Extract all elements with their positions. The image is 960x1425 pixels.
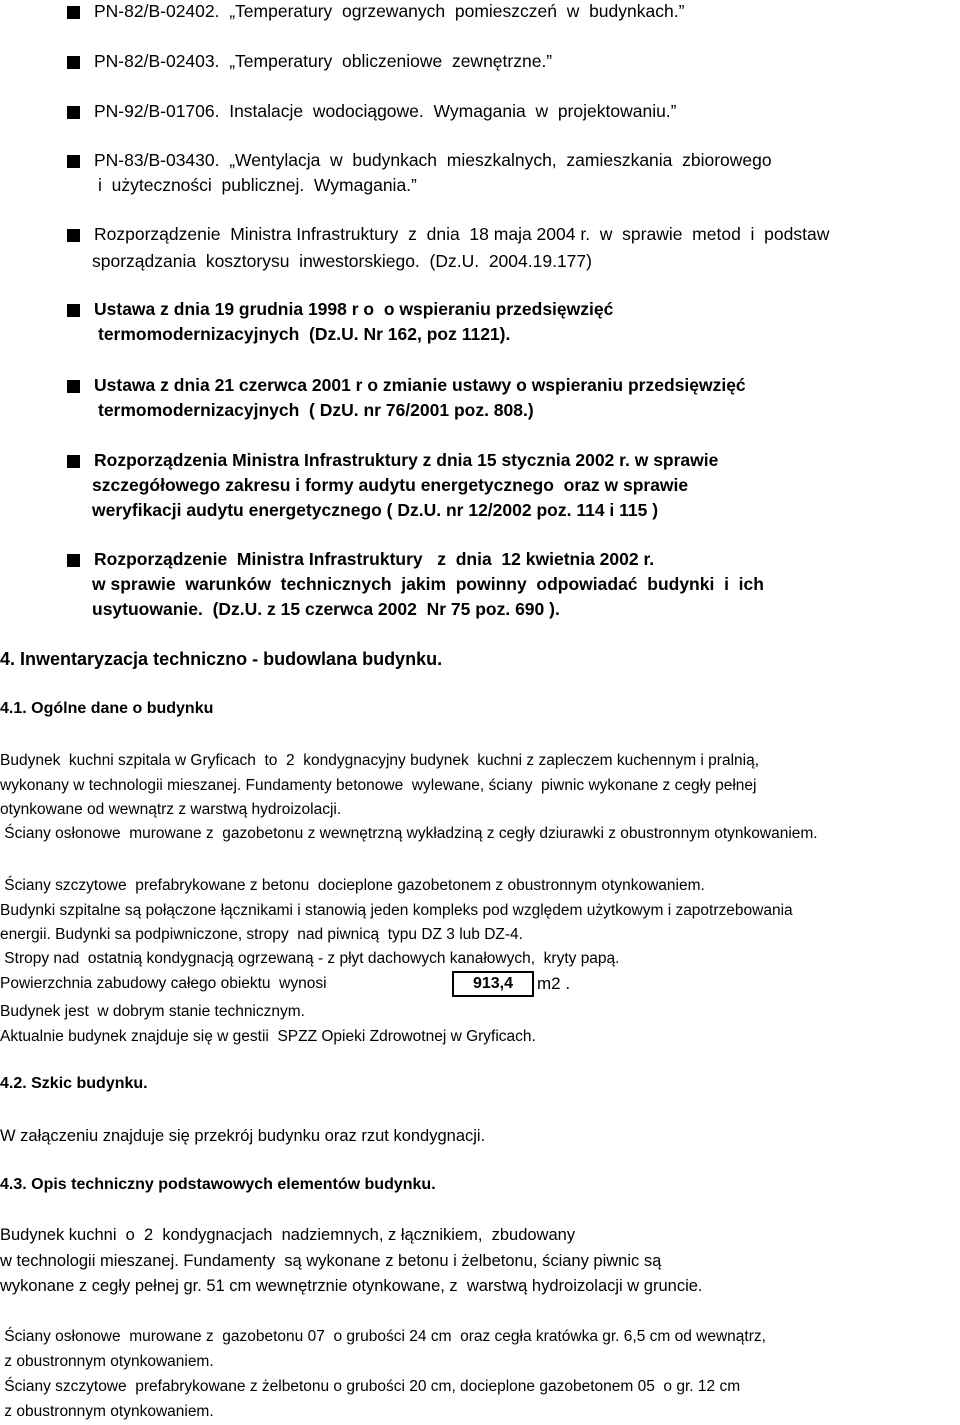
section-4-heading: 4. Inwentaryzacja techniczno - budowlana budynku. (0, 649, 443, 669)
bullet-line: termomodernizacyjnych ( DzU. nr 76/2001 poz. 808.) (98, 400, 534, 420)
bullet-line: i użyteczności publicznej. Wymagania.” (98, 175, 417, 195)
bullet-line: PN-82/B-02402. „Temperatury ogrzewanych pomieszczeń w budynkach.” (94, 1, 685, 21)
bullet-line: weryfikacji audytu energetycznego ( Dz.U. nr 12/2002 poz. 114 i 115 ) (92, 500, 659, 520)
paragraph-line: otynkowane od wewnątrz z warstwą hydroizolacji. (0, 801, 342, 818)
bullet-square (67, 455, 80, 468)
paragraph-line: Ściany osłonowe murowane z gazobetonu z wewnętrzną wykładziną z cegły dziurawki z obustronnym otynkowaniem. (0, 825, 818, 842)
building-area-value-box: 913,4 (452, 971, 534, 997)
bullet-line: PN-82/B-02403. „Temperatury obliczeniowe zewnętrzne.” (94, 51, 553, 71)
section-4-1-heading: 4.1. Ogólne dane o budynku (0, 700, 214, 717)
bullet-line: szczegółowego zakresu i formy audytu energetycznego oraz w sprawie (92, 475, 689, 495)
bullet-line: Rozporządzenie Ministra Infrastruktury z dnia 18 maja 2004 r. w sprawie metod i podstaw (94, 224, 830, 244)
bullet-line: Ustawa z dnia 21 czerwca 2001 r o zmianie ustawy o wspieraniu przedsięwzięć (94, 375, 746, 395)
building-area-unit: m2 . (537, 974, 571, 993)
bullet-square (67, 106, 80, 119)
section-4-2-heading: 4.2. Szkic budynku. (0, 1075, 148, 1092)
paragraph-line: z obustronnym otynkowaniem. (0, 1353, 214, 1370)
bullet-line: termomodernizacyjnych (Dz.U. Nr 162, poz 1121). (98, 324, 511, 344)
paragraph-line: energii. Budynki sa podpiwniczone, stropy nad piwnicą typu DZ 3 lub DZ-4. (0, 926, 523, 943)
bullet-line: PN-83/B-03430. „Wentylacja w budynkach mieszkalnych, zamieszkania zbiorowego (94, 150, 772, 170)
bullet-square (67, 229, 80, 242)
bullet-line: Rozporządzenie Ministra Infrastruktury z dnia 12 kwietnia 2002 r. (94, 549, 655, 569)
section-4-3-heading: 4.3. Opis techniczny podstawowych elementów budynku. (0, 1176, 436, 1193)
bullet-line: w sprawie warunków technicznych jakim powinny odpowiadać budynki i ich (92, 574, 764, 594)
paragraph-line: z obustronnym otynkowaniem. (0, 1403, 214, 1420)
bullet-line: usytuowanie. (Dz.U. z 15 czerwca 2002 Nr 75 poz. 690 ). (92, 599, 560, 619)
bullet-line: sporządzania kosztorysu inwestorskiego. (Dz.U. 2004.19.177) (92, 251, 592, 271)
paragraph-line: Ściany szczytowe prefabrykowane z betonu docieplone gazobetonem z obustronnym otynkowaniem. (0, 877, 705, 894)
paragraph-line: Budynek kuchni szpitala w Gryficach to 2 kondygnacyjny budynek kuchni z zapleczem kuchennym i pralnią, (0, 752, 760, 769)
bullet-line: PN-92/B-01706. Instalacje wodociągowe. Wymagania w projektowaniu.” (94, 101, 677, 121)
paragraph-line: Budynek jest w dobrym stanie technicznym. (0, 1003, 305, 1020)
bullet-line: Ustawa z dnia 19 grudnia 1998 r o o wspieraniu przedsięwzięć (94, 299, 614, 319)
bullet-line: Rozporządzenia Ministra Infrastruktury z dnia 15 stycznia 2002 r. w sprawie (94, 450, 719, 470)
bullet-square (67, 155, 80, 168)
building-area-label: Powierzchnia zabudowy całego obiektu wynosi (0, 975, 327, 992)
paragraph-line: Ściany szczytowe prefabrykowane z żelbetonu o grubości 20 cm, docieplone gazobetonem 05 o gr. 12 cm (0, 1378, 741, 1395)
bullet-square (67, 56, 80, 69)
bullet-square (67, 554, 80, 567)
paragraph-line: W załączeniu znajduje się przekrój budynku oraz rzut kondygnacji. (0, 1127, 486, 1145)
paragraph-line: w technologii mieszanej. Fundamenty są wykonane z betonu i żelbetonu, ściany piwnic są (0, 1252, 662, 1270)
paragraph-line: Stropy nad ostatnią kondygnacją ogrzewaną - z płyt dachowych kanałowych, kryty papą. (0, 950, 620, 967)
paragraph-line: Budynek kuchni o 2 kondygnacjach nadziemnych, z łącznikiem, zbudowany (0, 1226, 576, 1244)
bullet-square (67, 304, 80, 317)
paragraph-line: wykonany w technologii mieszanej. Fundamenty betonowe wylewane, ściany piwnic wykonane z cegły pełnej (0, 777, 757, 794)
bullet-square (67, 380, 80, 393)
paragraph-line: Budynki szpitalne są połączone łącznikami i stanowią jeden kompleks pod względem użytkowym i zapotrzebowania (0, 902, 793, 919)
paragraph-line: wykonane z cegły pełnej gr. 51 cm wewnętrznie otynkowane, z warstwą hydroizolacji w gruncie. (0, 1277, 703, 1295)
paragraph-line: Ściany osłonowe murowane z gazobetonu 07 o grubości 24 cm oraz cegła kratówka gr. 6,5 cm od wewnątrz, (0, 1328, 766, 1345)
bullet-square (67, 6, 80, 19)
paragraph-line: Aktualnie budynek znajduje się w gestii SPZZ Opieki Zdrowotnej w Gryficach. (0, 1028, 536, 1045)
